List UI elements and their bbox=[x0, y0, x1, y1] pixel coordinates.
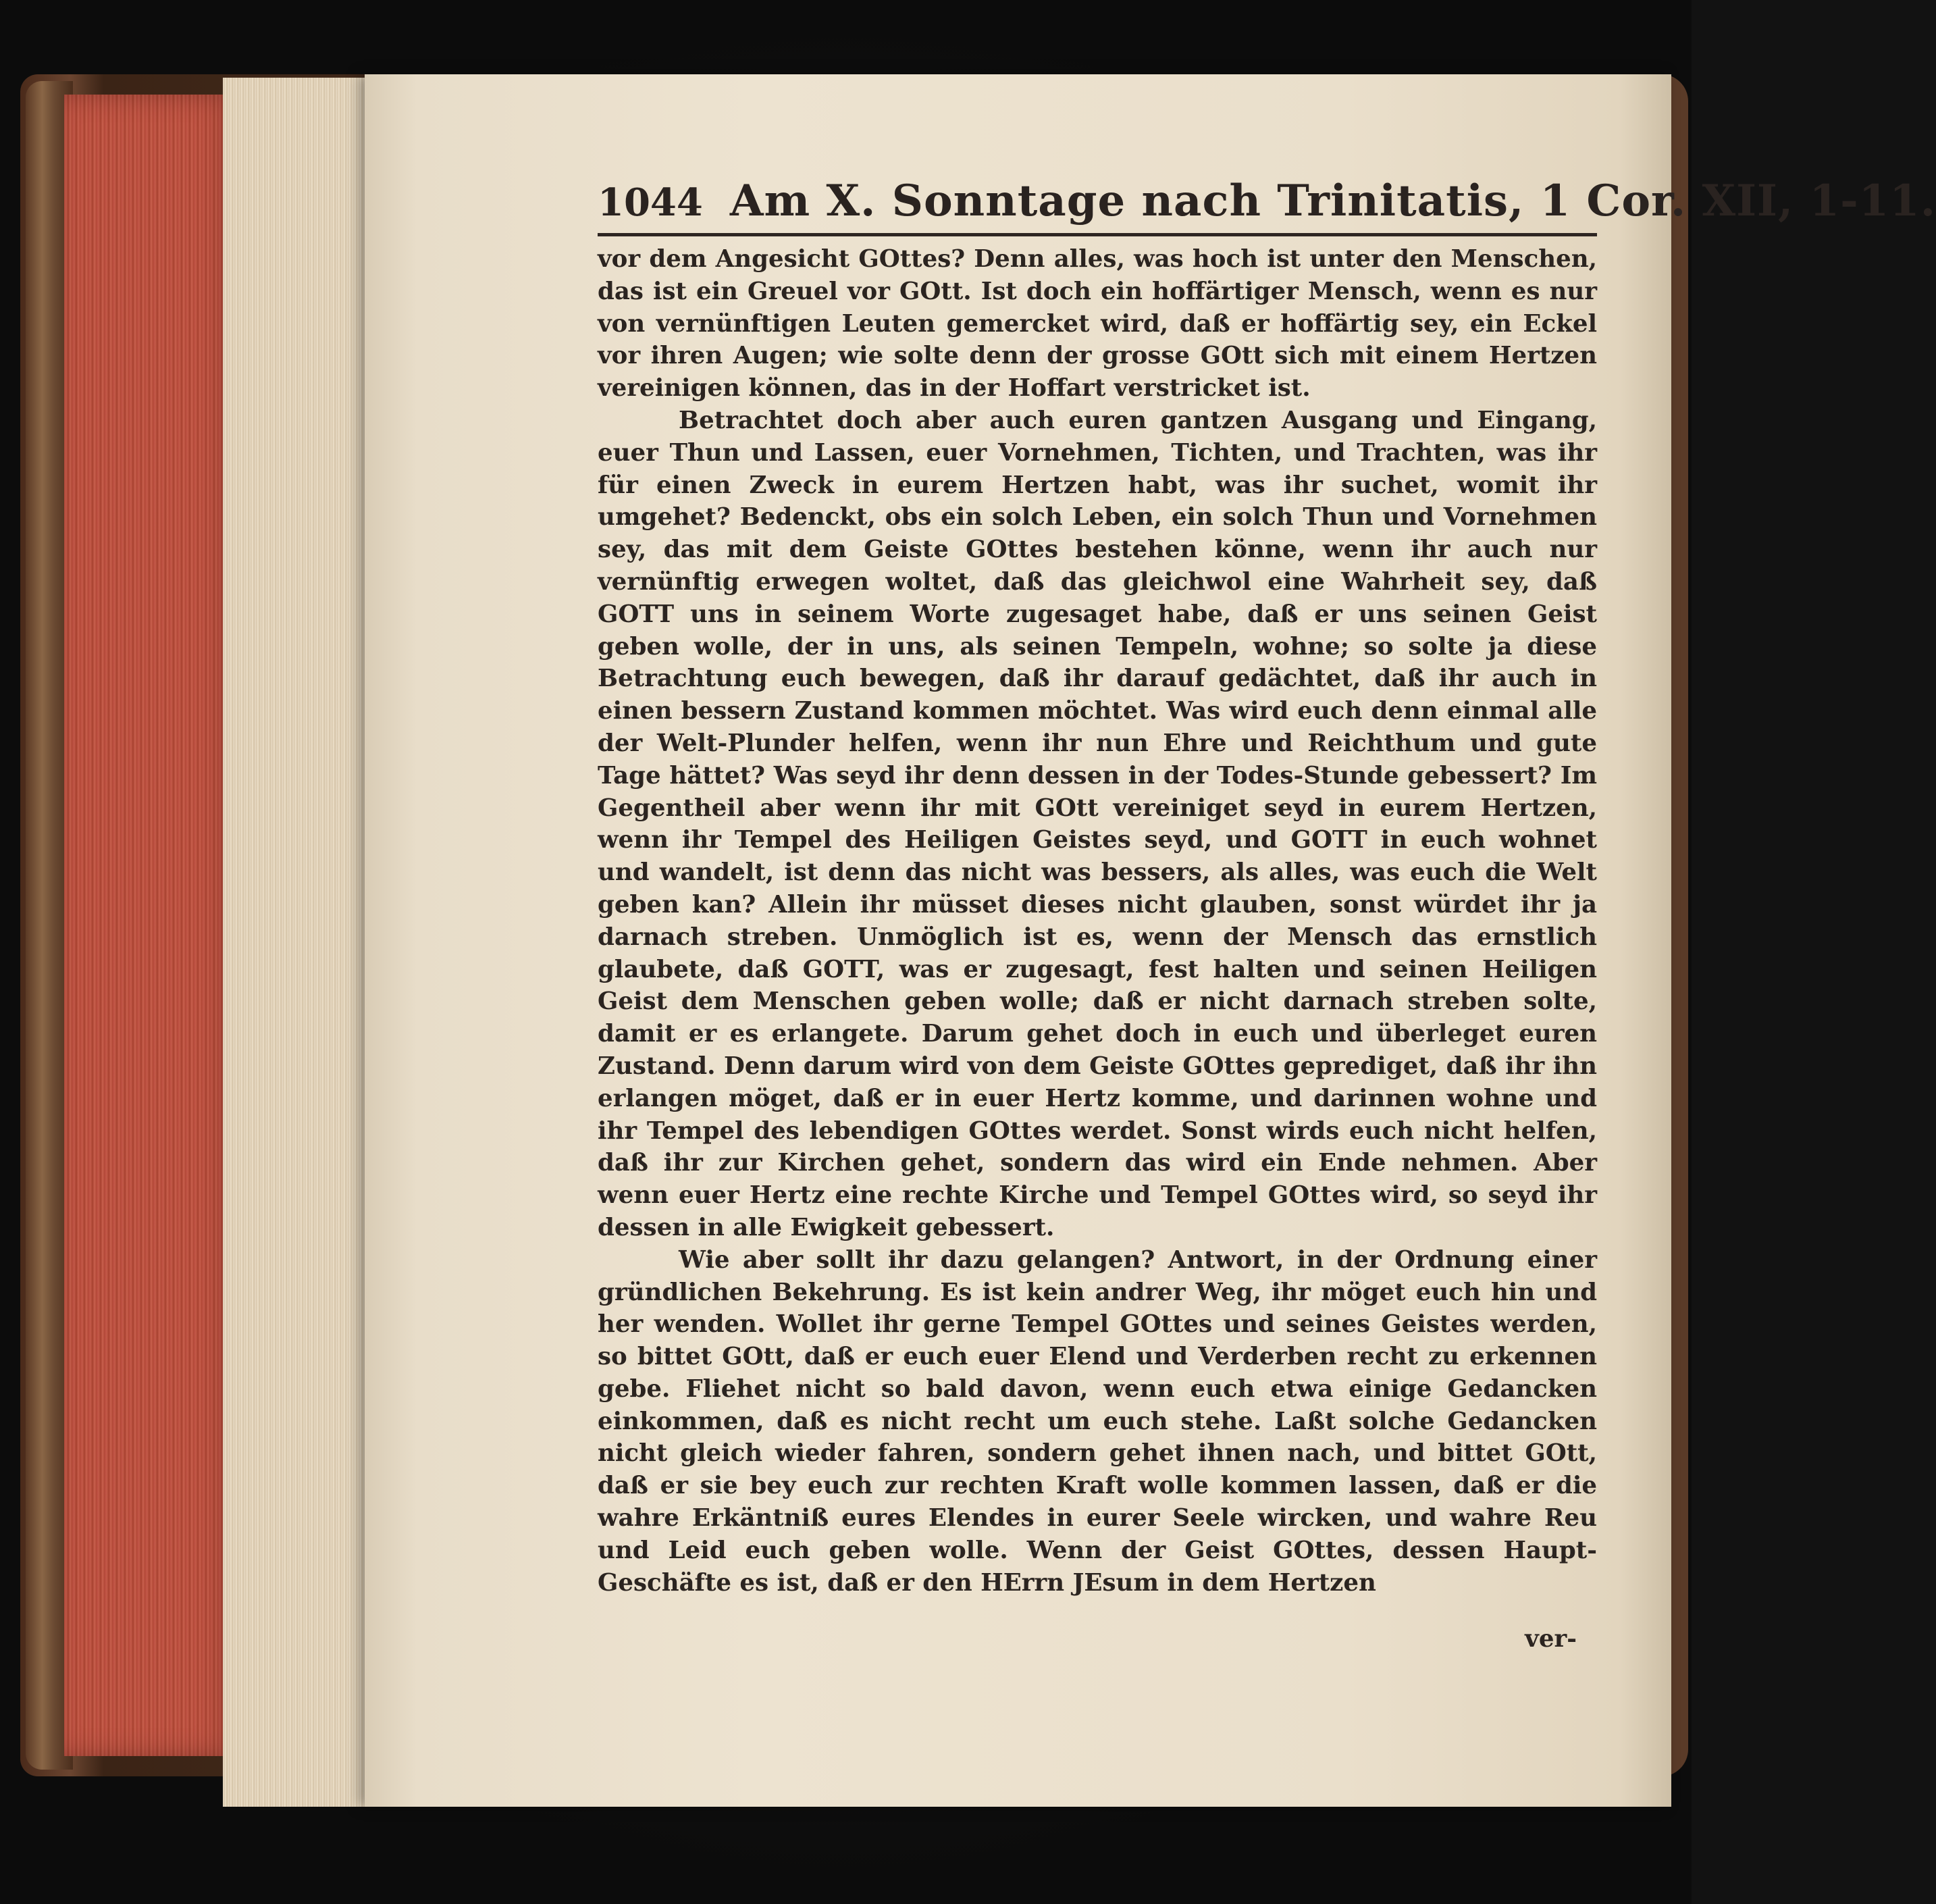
catchword: ver- bbox=[1525, 1625, 1577, 1653]
page-number: 1044 bbox=[598, 180, 703, 225]
body-text bbox=[598, 243, 1597, 1599]
red-page-edges bbox=[64, 95, 240, 1756]
paragraph-3: Wie aber sollt ihr dazu gelangen? Antwort, in der Ordnung einer gründlichen Bekehrung. Es ist kein andrer Weg, ihr möget euch hin und her wenden. Wollet ihr gerne Tempel GOttes und seines Geistes werden, so bittet GOtt, daß er euch euer Elend und Verderben recht zu erkennen gebe. Fliehet nicht so bald davon, wenn euch etwa einige Gedancken einkommen, daß es nicht recht um euch stehe. Laßt solche Gedancken nicht gleich wieder fahren, sondern gehet ihnen nach, und bittet GOtt, daß er sie bey euch zur rechten Kraft wolle kommen lassen, daß er die wahre Erkäntniß eures Elendes in eurer Seele wircken, und wahre Reu und Leid euch geben wolle. Wenn der Geist GOttes, dessen Haupt-Geschäfte es ist, daß er den HErrn JEsum in dem Hertzen bbox=[598, 1245, 1597, 1597]
paragraph-2: Betrachtet doch aber auch euren gantzen Ausgang und Eingang, euer Thun und Lassen, euer Vornehmen, Tichten, und Trachten, was ihr für einen Zweck in eurem Hertzen habt, was ihr suchet, womit ihr umgehet? Bedenckt, obs ein solch Leben, ein solch Thun und Vornehmen sey, das mit dem Geiste GOttes bestehen könne, wenn ihr auch nur vernünftig erwegen woltet, daß das gleichwol eine Wahrheit sey, daß GOTT uns in seinem Worte zugesaget habe, daß er uns seinen Geist geben wolle, der in uns, als seinen Tempeln, wohne; so solte ja diese Betrachtung euch bewegen, daß ihr darauf gedächtet, daß ihr auch in einen bessern Zustand kommen möchtet. Was wird euch denn einmal alle der Welt-Plunder helfen, wenn ihr nun Ehre und Reichthum und gute Tage hättet? Was seyd ihr denn dessen in der Todes-Stunde gebessert? Im Gegentheil aber wenn ihr mit GOtt vereiniget seyd in eurem Hertzen, wenn ihr Tempel des Heiligen Geistes seyd, und GOTT in euch wohnet und wandelt, ist denn das nicht was bessers, als alles, was euch die Welt geben kan? Allein ihr müsset dieses nicht glauben, sonst würdet ihr ja darnach streben. Unmöglich ist es, wenn der Mensch das ernstlich glaubete, daß GOTT, was er zugesagt, fest halten und seinen Heiligen Geist dem Menschen geben wolle; daß er nicht darnach streben solte, damit er es erlangete. Darum gehet doch in euch und überleget euren Zustand. Denn darum wird von dem Geiste GOttes geprediget, daß ihr ihn erlangen möget, daß er in euer Hertz komme, und darinnen wohne und ihr Tempel des lebendigen GOttes werdet. Sonst wirds euch nicht helfen, daß ihr zur Kirchen gehet, sondern das wird ein Ende nehmen. Aber wenn euer Hertz eine rechte Kirche und Tempel GOttes wird, so seyd ihr dessen in alle Ewigkeit gebessert. bbox=[598, 406, 1597, 1241]
running-head-title: Am X. Sonntage nach Trinitatis, 1 Cor. XII, 1-11. bbox=[729, 176, 1936, 226]
running-head bbox=[598, 176, 1936, 226]
page-stack-edges bbox=[223, 78, 371, 1807]
header-rule bbox=[598, 233, 1597, 236]
paragraph-1: vor dem Angesicht GOttes? Denn alles, was hoch ist unter den Menschen, das ist ein Greuel vor GOtt. Ist doch ein hoffärtiger Mensch, wenn es nur von vernünftigen Leuten gemercket wird, daß er hoffärtig sey, ein Eckel vor ihren Augen; wie solte denn der grosse GOtt sich mit einem Hertzen vereinigen können, das in der Hoffart verstricket ist. bbox=[598, 245, 1597, 403]
book-page bbox=[365, 74, 1936, 1807]
